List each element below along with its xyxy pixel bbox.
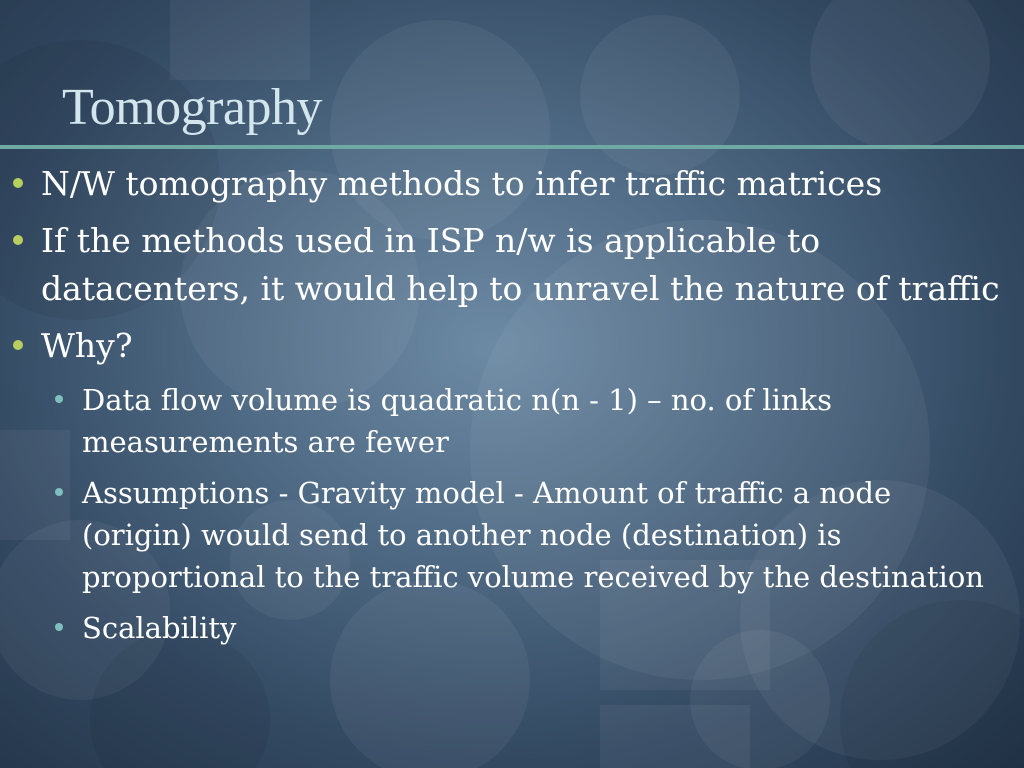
sub-bullet-text: Scalability: [82, 611, 237, 645]
bg-rect: [170, 0, 310, 80]
bg-circle: [810, 0, 990, 150]
bg-circle: [580, 15, 740, 175]
sub-bullet-text: Assumptions - Gravity model - Amount of traffic a node (origin) would send to another node (destination) is proportional to the traffic volume received by the destination: [82, 476, 984, 594]
bullet-item: [0, 322, 1024, 370]
bullet-dot-icon: [13, 178, 23, 188]
slide-title: Tomography: [62, 79, 322, 136]
bullet-text: N/W tomography methods to infer traffic matrices: [41, 164, 883, 203]
sub-bullet-item: [0, 472, 1024, 598]
bullet-list: [0, 160, 1024, 370]
bullet-dot-icon: [13, 340, 23, 350]
bullet-dot-icon: [55, 488, 63, 496]
bullet-text: If the methods used in ISP n/w is applicable to datacenters, it would help to unravel the nature of traffic: [41, 221, 1000, 308]
sub-bullet-list: [0, 379, 1024, 649]
bullet-text: Why?: [41, 326, 133, 365]
sub-bullet-text: Data flow volume is quadratic n(n - 1) – no. of links measurements are fewer: [82, 383, 832, 459]
bg-rect: [600, 705, 750, 768]
bullet-item: [0, 217, 1024, 313]
sub-bullet-item: [0, 379, 1024, 463]
title-divider: [0, 145, 1024, 149]
bullet-dot-icon: [55, 623, 63, 631]
bullet-dot-icon: [55, 395, 63, 403]
bullet-item: [0, 160, 1024, 208]
bullet-dot-icon: [13, 235, 23, 245]
slide-content: [0, 160, 1024, 658]
sub-bullet-item: [0, 607, 1024, 649]
